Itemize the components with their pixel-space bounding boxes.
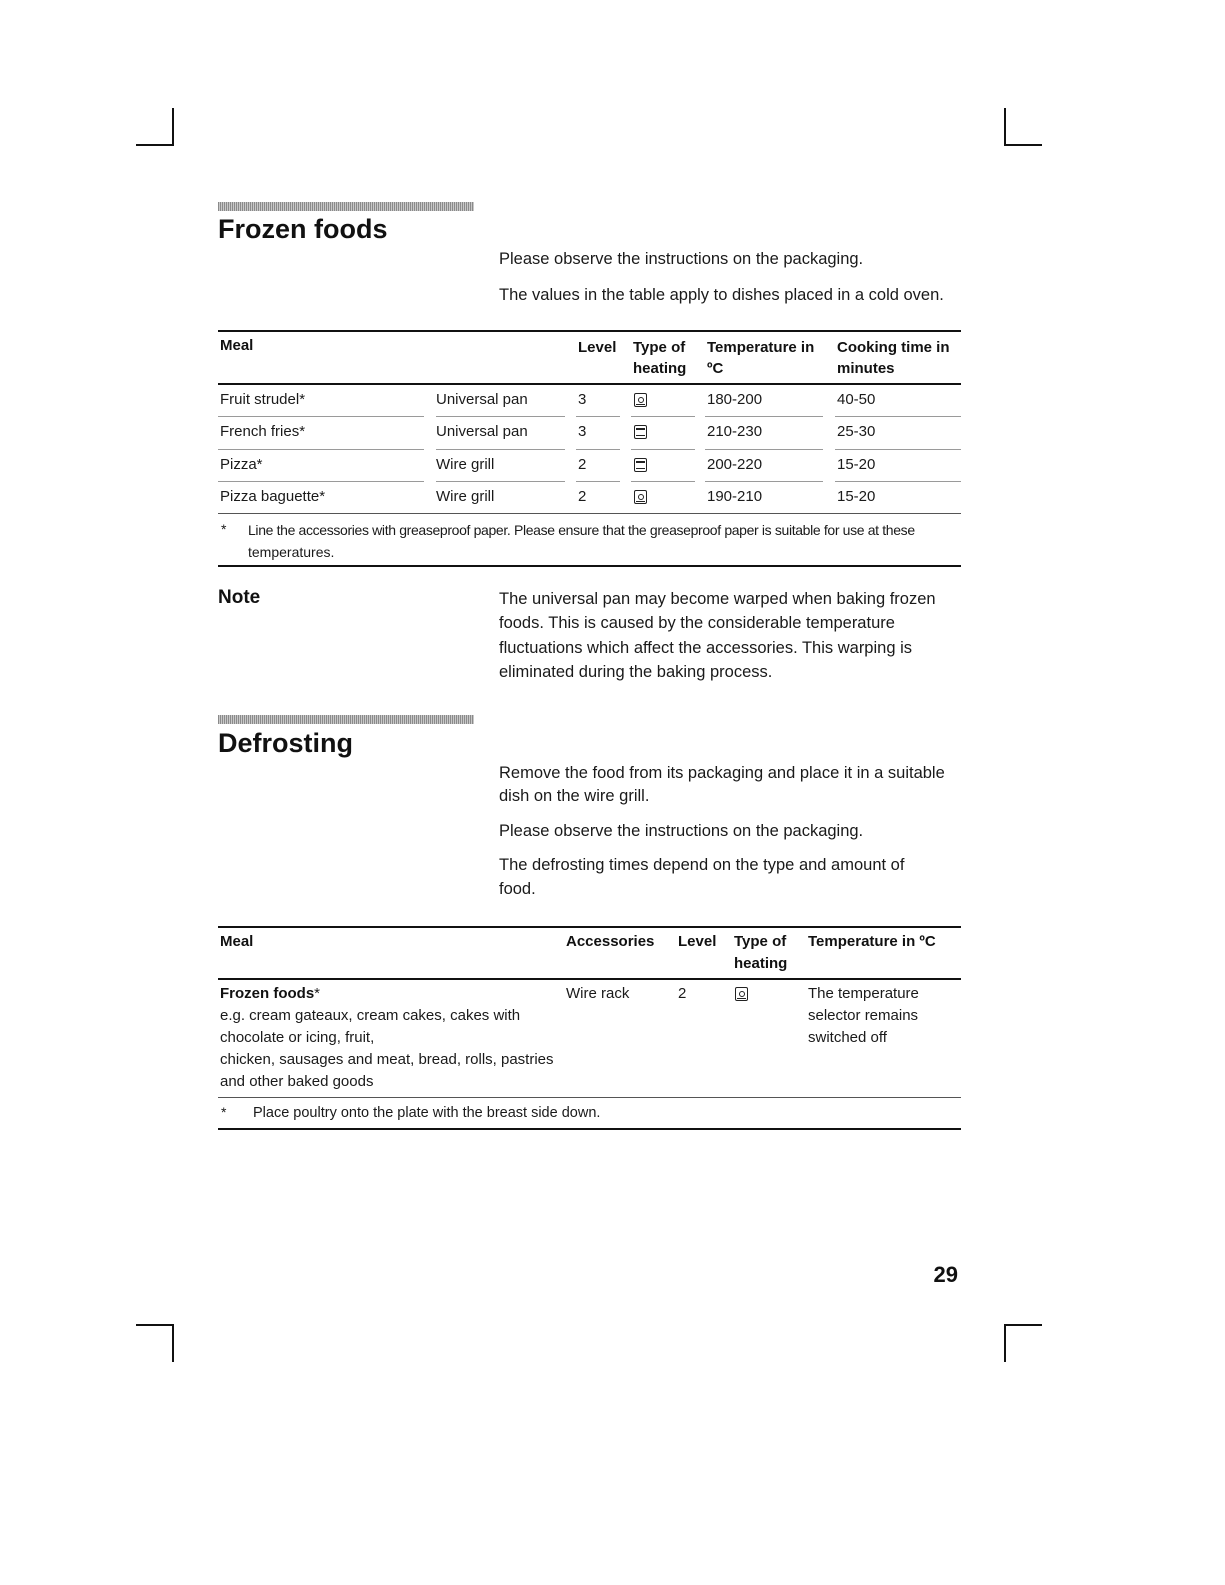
row-2-time: 25-30 bbox=[837, 423, 876, 440]
footnote-text: Place poultry onto the plate with the breast side down. bbox=[253, 1105, 601, 1121]
row-1-meal: Fruit strudel* bbox=[220, 391, 306, 408]
note-line-2: foods. This is caused by the considerable temperature bbox=[499, 614, 895, 632]
row-3-accessory: Wire grill bbox=[436, 456, 495, 473]
row-separator bbox=[631, 449, 695, 450]
row-desc-line-3: chicken, sausages and meat, bread, rolls, pastries bbox=[220, 1051, 554, 1068]
frozen-intro-1: Please observe the instructions on the packaging. bbox=[499, 250, 864, 268]
row-separator bbox=[218, 416, 424, 417]
section-bar-defrosting bbox=[218, 715, 474, 724]
table-body-bottom-rule bbox=[218, 513, 961, 514]
crop-mark-top-right-v bbox=[1004, 108, 1006, 146]
crop-mark-bottom-right-h bbox=[1004, 1324, 1042, 1326]
header-bottom-rule bbox=[218, 978, 961, 980]
row-separator bbox=[705, 449, 823, 450]
row-3-level: 2 bbox=[578, 456, 587, 473]
note-line-3: fluctuations which affect the accessories. This warping is bbox=[499, 639, 913, 657]
crop-mark-bottom-left-h bbox=[136, 1324, 174, 1326]
section-bar-frozen bbox=[218, 202, 474, 211]
crop-mark-top-right-h bbox=[1004, 144, 1042, 146]
header-level: Level bbox=[578, 339, 617, 356]
row-4-meal: Pizza baguette* bbox=[220, 488, 326, 505]
row-2-accessory: Universal pan bbox=[436, 423, 528, 440]
header-meal: Meal bbox=[220, 933, 254, 950]
footnote-marker: * bbox=[221, 521, 227, 537]
fan-heat-icon bbox=[634, 490, 647, 504]
header-level: Level bbox=[678, 933, 717, 950]
frozen-intro-2: The values in the table apply to dishes placed in a cold oven. bbox=[499, 286, 944, 304]
fan-heat-icon bbox=[735, 987, 748, 1001]
row-separator bbox=[218, 481, 424, 482]
row-desc-line-2: chocolate or icing, fruit, bbox=[220, 1029, 375, 1046]
header-temp-2: ºC bbox=[707, 360, 724, 377]
row-separator bbox=[705, 481, 823, 482]
note-label: Note bbox=[218, 587, 261, 608]
row-separator bbox=[436, 449, 565, 450]
row-separator bbox=[436, 416, 565, 417]
row-3-meal: Pizza* bbox=[220, 456, 263, 473]
row-1-accessory: Universal pan bbox=[436, 391, 528, 408]
header-type-2: heating bbox=[633, 360, 687, 377]
footnote-line-1: Line the accessories with greaseproof paper. Please ensure that the greaseproof paper is suitable for use at these bbox=[248, 522, 915, 538]
header-temperature: Temperature in ºC bbox=[808, 933, 936, 950]
row-separator bbox=[835, 449, 961, 450]
header-bottom-rule bbox=[218, 383, 961, 385]
top-bottom-heat-icon bbox=[634, 458, 647, 472]
row-4-accessory: Wire grill bbox=[436, 488, 495, 505]
row-meal-name: Frozen foods bbox=[220, 985, 315, 1002]
header-type-1: Type of bbox=[734, 933, 787, 950]
note-line-1: The universal pan may become warped when baking frozen bbox=[499, 590, 936, 608]
defrosting-table bbox=[218, 926, 961, 1132]
row-separator bbox=[631, 416, 695, 417]
note-line-4: eliminated during the baking process. bbox=[499, 663, 773, 681]
row-desc-line-1: e.g. cream gateaux, cream cakes, cakes with bbox=[220, 1007, 521, 1024]
row-accessory: Wire rack bbox=[566, 985, 630, 1002]
row-2-meal: French fries* bbox=[220, 423, 306, 440]
row-separator bbox=[576, 416, 620, 417]
row-separator bbox=[835, 481, 961, 482]
row-temp-line-1: The temperature bbox=[808, 985, 919, 1002]
header-temp-1: Temperature in bbox=[707, 339, 815, 356]
row-separator bbox=[631, 481, 695, 482]
header-time-2: minutes bbox=[837, 360, 895, 377]
row-4-level: 2 bbox=[578, 488, 587, 505]
row-3-temp: 200-220 bbox=[707, 456, 763, 473]
section-title-defrosting: Defrosting bbox=[218, 728, 353, 758]
table-bottom-rule bbox=[218, 1128, 961, 1130]
row-desc-line-4: and other baked goods bbox=[220, 1073, 374, 1090]
crop-mark-bottom-right-v bbox=[1004, 1324, 1006, 1362]
row-level: 2 bbox=[678, 985, 687, 1002]
row-2-level: 3 bbox=[578, 423, 587, 440]
row-1-time: 40-50 bbox=[837, 391, 876, 408]
row-separator bbox=[576, 449, 620, 450]
header-time-1: Cooking time in bbox=[837, 339, 950, 356]
row-separator bbox=[705, 416, 823, 417]
defrost-p1-line-1: Remove the food from its packaging and place it in a suitable bbox=[499, 764, 945, 782]
crop-mark-bottom-left-v bbox=[172, 1324, 174, 1362]
row-separator bbox=[218, 449, 424, 450]
row-1-level: 3 bbox=[578, 391, 587, 408]
defrost-p2: Please observe the instructions on the packaging. bbox=[499, 822, 864, 840]
row-4-temp: 190-210 bbox=[707, 488, 763, 505]
crop-mark-top-left-v bbox=[172, 108, 174, 146]
fan-heat-icon bbox=[634, 393, 647, 407]
defrost-p3-line-1: The defrosting times depend on the type and amount of bbox=[499, 856, 905, 874]
row-separator bbox=[576, 481, 620, 482]
header-type-1: Type of bbox=[633, 339, 686, 356]
defrost-p1-line-2: dish on the wire grill. bbox=[499, 787, 650, 805]
frozen-foods-table bbox=[218, 330, 961, 568]
row-meal-title bbox=[220, 983, 320, 1005]
crop-mark-top-left-h bbox=[136, 144, 174, 146]
table-bottom-rule bbox=[218, 565, 961, 567]
footnote-marker: * bbox=[221, 1104, 227, 1120]
table-body-bottom-rule bbox=[218, 1097, 961, 1098]
row-3-time: 15-20 bbox=[837, 456, 876, 473]
row-4-time: 15-20 bbox=[837, 488, 876, 505]
page-number: 29 bbox=[933, 1262, 958, 1287]
table-top-rule bbox=[218, 926, 961, 928]
row-meal-footnote-marker: * bbox=[314, 985, 321, 1002]
row-2-temp: 210-230 bbox=[707, 423, 763, 440]
row-1-temp: 180-200 bbox=[707, 391, 763, 408]
top-bottom-heat-icon bbox=[634, 425, 647, 439]
header-accessories: Accessories bbox=[566, 933, 655, 950]
row-temp-line-3: switched off bbox=[808, 1029, 887, 1046]
table-top-rule bbox=[218, 330, 961, 332]
header-type-2: heating bbox=[734, 955, 788, 972]
header-meal: Meal bbox=[220, 337, 254, 354]
section-title-frozen-foods: Frozen foods bbox=[218, 214, 388, 244]
footnote-line-2: temperatures. bbox=[248, 544, 335, 560]
row-separator bbox=[436, 481, 565, 482]
row-temp-line-2: selector remains bbox=[808, 1007, 919, 1024]
row-separator bbox=[835, 416, 961, 417]
defrost-p3-line-2: food. bbox=[499, 880, 536, 898]
